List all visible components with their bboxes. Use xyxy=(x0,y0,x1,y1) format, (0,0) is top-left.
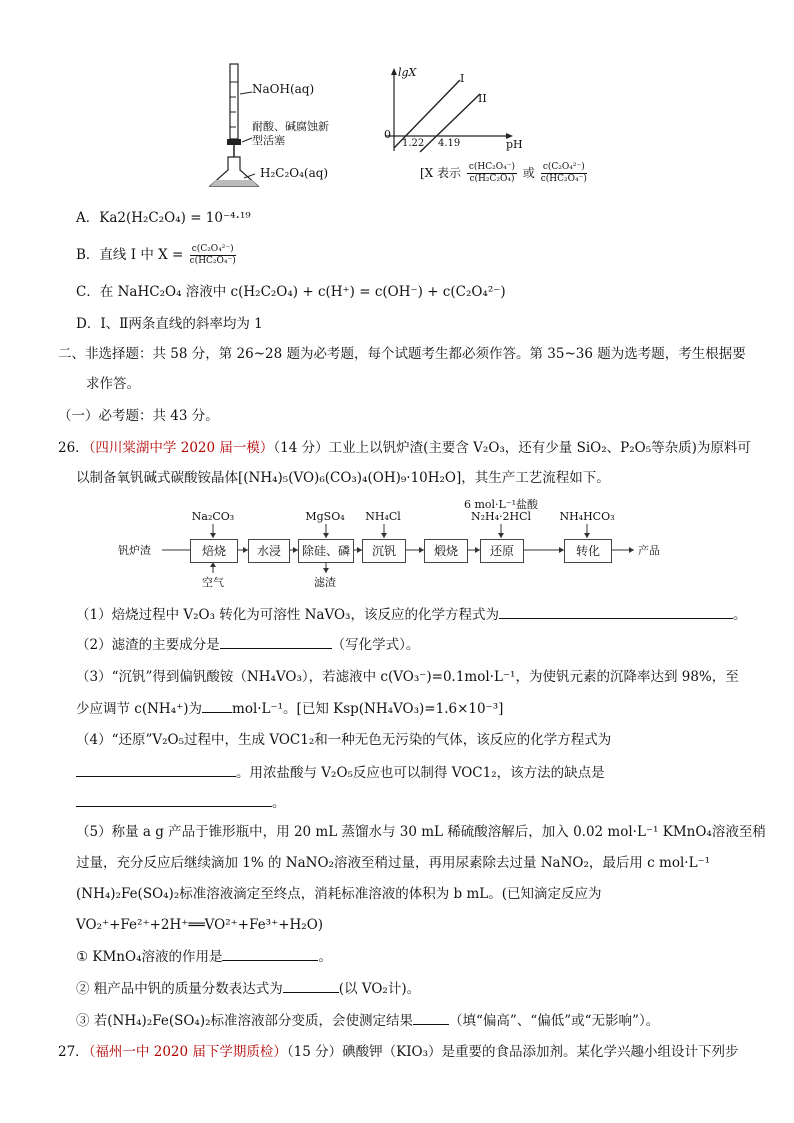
legend-frac2-den: c(HC₂O₄⁻) xyxy=(540,174,587,184)
flow-input-air: 空气 xyxy=(202,576,224,589)
option-d: D．Ⅰ、Ⅱ两条直线的斜率均为 1 xyxy=(76,316,263,332)
q26-line-1-rest: （14 分）工业上以钒炉渣(主要含 V₂O₃，还有少量 SiO₂、P₂O₅等杂质)为原料可 xyxy=(273,440,751,456)
q26-part-3-end: mol·L⁻¹。[已知 Ksp(NH₄VO₃)=1.6×10⁻³] xyxy=(232,701,504,717)
process-flow-chart xyxy=(118,498,678,598)
naoh-label: NaOH(aq) xyxy=(252,82,315,96)
legend-prefix: [X 表示 xyxy=(420,166,462,180)
answer-blank-6[interactable] xyxy=(222,946,318,961)
flow-step-roast: 焙烧 xyxy=(190,539,238,563)
flow-output-residue: 滤渣 xyxy=(314,576,336,589)
option-b xyxy=(76,244,238,267)
flow-end: 产品 xyxy=(638,544,660,557)
answer-blank-3[interactable] xyxy=(202,698,232,713)
legend-frac1-den: c(H₂C₂O₄) xyxy=(469,174,515,184)
answer-blank-2[interactable] xyxy=(220,634,332,649)
answer-blank-4[interactable] xyxy=(76,762,236,777)
q26-part-2-text: （2）滤渣的主要成分是 xyxy=(76,637,220,653)
q26-number: 26． xyxy=(58,440,89,456)
answer-blank-8[interactable] xyxy=(413,1010,449,1025)
q27-rest: （15 分）碘酸钾（KIO₃）是重要的食品添加剂。某化学兴趣小组设计下列步 xyxy=(286,1044,739,1060)
q26-sub-3-text: ③ 若(NH₄)₂Fe(SO₄)₂标准溶液部分变质，会使测定结果 xyxy=(76,1013,414,1029)
q26-part-1-end: 。 xyxy=(732,607,747,623)
q26-part-4-text: 。用浓盐酸与 V₂O₅反应也可以制得 VOC1₂，该方法的缺点是 xyxy=(236,765,605,781)
q27-number: 27． xyxy=(58,1044,89,1060)
q26-sub-3 xyxy=(76,1010,659,1031)
section-2-heading-line-1: 二、非选择题：共 58 分，第 26~28 题为必考题，每个试题考生都必须作答。第 35~36 题为选考题，考生根据要 xyxy=(58,346,746,362)
q26-sub-2 xyxy=(76,978,420,999)
q26-part-5-line-1: （5）称量 a g 产品于锥形瓶中，用 20 mL 蒸馏水与 30 mL 稀硫酸溶解后，加入 0.02 mol·L⁻¹ KMnO₄溶液至稍 xyxy=(76,824,766,840)
q26-part-3-line-2 xyxy=(76,698,503,719)
legend-fraction-1 xyxy=(467,162,517,185)
legend-frac1-num: c(HC₂O₄⁻) xyxy=(468,162,516,172)
titration-apparatus xyxy=(200,62,360,192)
q26-part-5-line-4: VO₂⁺+Fe²⁺+2H⁺══VO²⁺+Fe³⁺+H₂O) xyxy=(76,917,324,933)
flow-reagent-n2h4: N₂H₄·2HCl xyxy=(470,510,532,523)
option-b-den: c(HC₂O₄⁻) xyxy=(189,256,236,266)
q26-sub-3-end: （填“偏高”、“偏低”或“无影响”）。 xyxy=(449,1013,660,1029)
q26-line-1 xyxy=(58,438,751,458)
q26-sub-1 xyxy=(76,946,332,967)
q26-part-3-text: 少应调节 c(NH₄⁺)为 xyxy=(76,701,203,717)
flow-step-remove-si-p: 除硅、磷 xyxy=(298,539,354,563)
valve-label-1: 耐酸、碱腐蚀新 xyxy=(252,120,329,133)
option-b-prefix: B．直线 I 中 X = xyxy=(76,247,184,263)
flow-step-calcine: 煅烧 xyxy=(424,539,468,563)
answer-blank-5[interactable] xyxy=(76,792,272,807)
section-2-heading-line-2: 求作答。 xyxy=(86,376,140,392)
q26-part-3-line-1: （3）“沉钒”得到偏钒酸铵（NH₄VO₃），若滤液中 c(VO₃⁻)=0.1mol·L⁻¹，为使钒元素的沉降率达到 98%，至 xyxy=(76,669,739,685)
legend-or: 或 xyxy=(522,166,535,180)
q26-sub-1-end: 。 xyxy=(318,949,332,965)
q26-part-4-line-3 xyxy=(76,792,286,813)
q26-part-1 xyxy=(76,604,746,625)
valve-label-2: 型活塞 xyxy=(252,134,285,147)
q26-part-2-end: （写化学式）。 xyxy=(331,637,420,653)
q26-part-5-line-2: 过量，充分反应后继续滴加 1% 的 NaNO₂溶液至稍过量，再用尿素除去过量 NaNO₂，最后用 c mol·L⁻¹ xyxy=(76,855,711,871)
q26-part-1-text: （1）焙烧过程中 V₂O₃ 转化为可溶性 NaVO₃，该反应的化学方程式为 xyxy=(76,607,499,623)
line-2-label: II xyxy=(478,92,487,105)
flow-step-precipitate: 沉钒 xyxy=(362,539,406,563)
legend-frac2-num: c(C₂O₄²⁻) xyxy=(541,162,587,174)
q26-source: （四川棠湖中学 2020 届一模） xyxy=(88,440,274,456)
q27-line-1 xyxy=(58,1042,739,1062)
q26-sub-1-text: ① KMnO₄溶液的作用是 xyxy=(76,949,223,965)
flow-step-reduce: 还原 xyxy=(480,539,524,563)
y-axis-label: lgX xyxy=(398,66,417,79)
q26-part-4-end: 。 xyxy=(272,795,286,811)
option-b-num: c(C₂O₄²⁻) xyxy=(190,244,236,256)
flow-step-convert: 转化 xyxy=(564,539,612,563)
option-a: A．Ka2(H₂C₂O₄) = 10⁻⁴·¹⁹ xyxy=(76,210,251,226)
x-axis-label: pH xyxy=(506,138,523,151)
tick-1-label: 1.22 xyxy=(402,138,425,149)
flask-label: H₂C₂O₄(aq) xyxy=(260,166,329,180)
option-b-fraction xyxy=(190,244,236,267)
tick-2-label: 4.19 xyxy=(438,138,461,149)
origin-label: 0 xyxy=(384,128,391,141)
line-1-label: I xyxy=(460,72,465,85)
q26-sub-2-text: ② 粗产品中钒的质量分数表达式为 xyxy=(76,981,283,997)
q26-line-2: 以制备氧钒碱式碳酸铵晶体[(NH₄)₅(VO)₆(CO₃)₄(OH)₉·10H₂O]，其生产工艺流程如下。 xyxy=(76,470,610,486)
flow-reagent-hcl: 6 mol·L⁻¹盐酸 xyxy=(463,498,539,511)
answer-blank-7[interactable] xyxy=(283,978,339,993)
q27-source: （福州一中 2020 届下学期质检） xyxy=(88,1044,287,1060)
flow-step-leach: 水浸 xyxy=(248,539,290,563)
lgx-ph-graph xyxy=(380,66,590,196)
q26-part-4-line-1: （4）“还原”V₂O₅过程中，生成 VOC1₂和一种无色无污染的气体，该反应的化学方程式为 xyxy=(76,732,612,748)
flow-reagent-mgso4: MgSO₄ xyxy=(305,510,345,523)
graph-legend xyxy=(420,162,589,185)
flow-start: 钒炉渣 xyxy=(118,544,151,557)
flow-reagent-nh4cl: NH₄Cl xyxy=(365,510,401,523)
required-subheading: （一）必考题：共 43 分。 xyxy=(58,408,219,424)
legend-fraction-2 xyxy=(541,162,587,185)
q26-part-2 xyxy=(76,634,419,655)
flow-reagent-na2co3: Na₂CO₃ xyxy=(191,510,235,523)
option-c: C．在 NaHC₂O₄ 溶液中 c(H₂C₂O₄) + c(H⁺) = c(OH⁻) + c(C₂O₄²⁻) xyxy=(76,284,506,300)
flow-reagent-nh4hco3: NH₄HCO₃ xyxy=(559,510,615,523)
q26-sub-2-end: (以 VO₂计)。 xyxy=(338,981,421,997)
q26-part-4-line-2 xyxy=(76,762,605,783)
answer-blank-1[interactable] xyxy=(499,604,733,619)
q26-part-5-line-3: (NH₄)₂Fe(SO₄)₂标准溶液滴定至终点，消耗标准溶液的体积为 b mL。(已知滴定反应为 xyxy=(76,886,602,902)
